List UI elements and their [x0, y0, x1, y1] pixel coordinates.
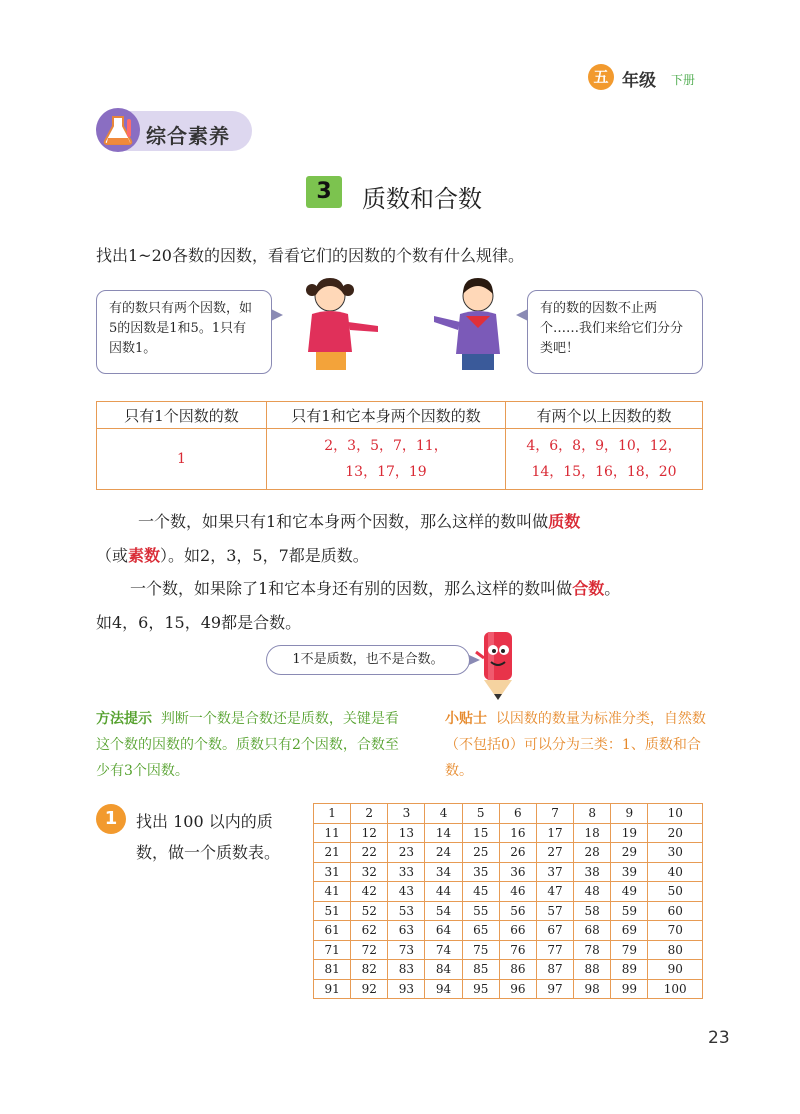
table-row [314, 979, 703, 999]
number-cell: 38 [574, 862, 611, 882]
number-cell: 93 [388, 979, 425, 999]
hint-tip-text: 以因数的数量为标准分类，自然数（不包括0）可以分为三类：1、质数和合数。 [445, 711, 706, 779]
page-number: 23 [708, 1028, 730, 1048]
number-cell: 66 [499, 921, 536, 941]
composite-examples: 如4，6，15，49都是合数。 [96, 613, 302, 632]
number-cell: 90 [648, 960, 703, 980]
table-row [314, 960, 703, 980]
flask-icon [96, 108, 140, 152]
number-cell: 39 [611, 862, 648, 882]
number-cell: 26 [499, 843, 536, 863]
table-cell: 1 [97, 429, 267, 490]
number-cell: 92 [351, 979, 388, 999]
number-cell: 27 [536, 843, 573, 863]
number-cell: 24 [425, 843, 462, 863]
section-label: 综合素养 [146, 124, 230, 148]
number-cell: 81 [314, 960, 351, 980]
number-cell: 70 [648, 921, 703, 941]
number-cell: 30 [648, 843, 703, 863]
number-cell: 21 [314, 843, 351, 863]
number-cell: 91 [314, 979, 351, 999]
prime-examples: ）。如2，3，5，7都是质数。 [160, 546, 369, 565]
number-cell: 41 [314, 882, 351, 902]
number-cell: 82 [351, 960, 388, 980]
table-row [314, 823, 703, 843]
number-cell: 60 [648, 901, 703, 921]
number-cell: 44 [425, 882, 462, 902]
composite-term: 合数 [572, 579, 605, 598]
number-cell: 80 [648, 940, 703, 960]
table-row [314, 901, 703, 921]
number-cell: 34 [425, 862, 462, 882]
number-cell: 51 [314, 901, 351, 921]
number-cell: 43 [388, 882, 425, 902]
number-cell: 96 [499, 979, 536, 999]
number-cell: 8 [574, 804, 611, 824]
number-cell: 88 [574, 960, 611, 980]
task-prompt: 找出1~20各数的因数，看看它们的因数的个数有什么规律。 [96, 246, 524, 265]
number-cell: 11 [314, 823, 351, 843]
number-cell: 74 [425, 940, 462, 960]
prime-definition-text: 一个数，如果只有1和它本身两个因数，那么这样的数叫做 [138, 512, 549, 531]
number-cell: 22 [351, 843, 388, 863]
number-cell: 89 [611, 960, 648, 980]
boy-speech-bubble: 有的数的因数不止两个……我们来给它们分分类吧！ [527, 290, 703, 374]
volume-label: 下册 [671, 73, 696, 87]
number-cell: 10 [648, 804, 703, 824]
number-cell: 53 [388, 901, 425, 921]
number-cell: 45 [462, 882, 499, 902]
hint-tip-heading: 小贴士 [445, 711, 487, 727]
number-cell: 67 [536, 921, 573, 941]
number-cell: 36 [499, 862, 536, 882]
number-cell: 4 [425, 804, 462, 824]
method-tip-text: 判断一个数是合数还是质数，关键是看这个数的因数的个数。质数只有2个因数，合数至少有3个因数。 [96, 711, 399, 779]
number-cell: 14 [425, 823, 462, 843]
composite-end: 。 [604, 579, 621, 598]
table-cell: 4，6，8，9，10，12， 14，15，16，18，20 [506, 429, 703, 490]
table-cell: 2，3，5，7，11， 13，17，19 [267, 429, 506, 490]
number-cell: 20 [648, 823, 703, 843]
number-cell: 62 [351, 921, 388, 941]
number-cell: 48 [574, 882, 611, 902]
number-cell: 65 [462, 921, 499, 941]
number-cell: 33 [388, 862, 425, 882]
lesson-number: 3 [306, 176, 342, 208]
girl-illustration [298, 276, 384, 376]
number-cell: 63 [388, 921, 425, 941]
prime-alt-term: 素数 [128, 546, 161, 565]
number-cell: 15 [462, 823, 499, 843]
number-cell: 29 [611, 843, 648, 863]
number-cell: 94 [425, 979, 462, 999]
number-cell: 100 [648, 979, 703, 999]
number-cell: 98 [574, 979, 611, 999]
number-cell: 64 [425, 921, 462, 941]
number-cell: 17 [536, 823, 573, 843]
table-row [314, 843, 703, 863]
number-cell: 16 [499, 823, 536, 843]
number-cell: 47 [536, 882, 573, 902]
number-cell: 54 [425, 901, 462, 921]
number-cell: 84 [425, 960, 462, 980]
factor-classification-table [96, 401, 703, 490]
table-row [314, 940, 703, 960]
number-cell: 40 [648, 862, 703, 882]
number-cell: 35 [462, 862, 499, 882]
number-cell: 50 [648, 882, 703, 902]
number-cell: 28 [574, 843, 611, 863]
table-header: 只有1个因数的数 [97, 402, 267, 429]
exercise-text: 找出 100 以内的质数，做一个质数表。 [136, 812, 281, 862]
number-cell: 97 [536, 979, 573, 999]
number-cell: 99 [611, 979, 648, 999]
number-cell: 57 [536, 901, 573, 921]
number-cell: 5 [462, 804, 499, 824]
table-row [314, 882, 703, 902]
number-cell: 12 [351, 823, 388, 843]
number-cell: 72 [351, 940, 388, 960]
number-cell: 83 [388, 960, 425, 980]
number-cell: 46 [499, 882, 536, 902]
number-cell: 49 [611, 882, 648, 902]
lesson-title: 质数和合数 [362, 185, 482, 213]
number-cell: 32 [351, 862, 388, 882]
number-cell: 69 [611, 921, 648, 941]
number-cell: 61 [314, 921, 351, 941]
prime-term: 质数 [548, 512, 581, 531]
table-header: 只有1和它本身两个因数的数 [267, 402, 506, 429]
number-cell: 7 [536, 804, 573, 824]
number-cell: 55 [462, 901, 499, 921]
number-cell: 68 [574, 921, 611, 941]
number-cell: 56 [499, 901, 536, 921]
number-cell: 79 [611, 940, 648, 960]
number-cell: 31 [314, 862, 351, 882]
number-cell: 71 [314, 940, 351, 960]
boy-illustration [430, 276, 516, 376]
number-cell: 77 [536, 940, 573, 960]
girl-speech-bubble: 有的数只有两个因数，如5的因数是1和5。1只有因数1。 [96, 290, 272, 374]
number-cell: 58 [574, 901, 611, 921]
number-cell: 2 [351, 804, 388, 824]
grade-label: 年级 [622, 71, 656, 91]
number-cell: 3 [388, 804, 425, 824]
number-cell: 18 [574, 823, 611, 843]
pencil-mascot-illustration [474, 628, 522, 708]
number-cell: 59 [611, 901, 648, 921]
number-cell: 6 [499, 804, 536, 824]
number-cell: 25 [462, 843, 499, 863]
number-cell: 42 [351, 882, 388, 902]
table-row [314, 921, 703, 941]
exercise-number: 1 [96, 804, 126, 834]
table-row [314, 862, 703, 882]
number-cell: 86 [499, 960, 536, 980]
number-cell: 73 [388, 940, 425, 960]
number-cell: 75 [462, 940, 499, 960]
number-cell: 13 [388, 823, 425, 843]
number-cell: 95 [462, 979, 499, 999]
number-cell: 19 [611, 823, 648, 843]
pencil-speech-bubble: 1不是质数，也不是合数。 [266, 645, 470, 675]
number-cell: 23 [388, 843, 425, 863]
table-header: 有两个以上因数的数 [506, 402, 703, 429]
number-cell: 85 [462, 960, 499, 980]
hundred-number-table [313, 803, 703, 999]
table-row [314, 804, 703, 824]
composite-definition [96, 572, 716, 640]
prime-definition [96, 505, 706, 573]
number-cell: 87 [536, 960, 573, 980]
method-tip-heading: 方法提示 [96, 711, 152, 727]
number-cell: 78 [574, 940, 611, 960]
hint-tip [445, 706, 707, 784]
number-cell: 37 [536, 862, 573, 882]
number-cell: 76 [499, 940, 536, 960]
composite-definition-text: 一个数，如果除了1和它本身还有别的因数，那么这样的数叫做 [130, 579, 573, 598]
number-cell: 9 [611, 804, 648, 824]
grade-badge: 五 [588, 64, 614, 90]
number-cell: 1 [314, 804, 351, 824]
prime-open: （或 [96, 546, 129, 565]
number-cell: 52 [351, 901, 388, 921]
method-tip [96, 706, 406, 784]
